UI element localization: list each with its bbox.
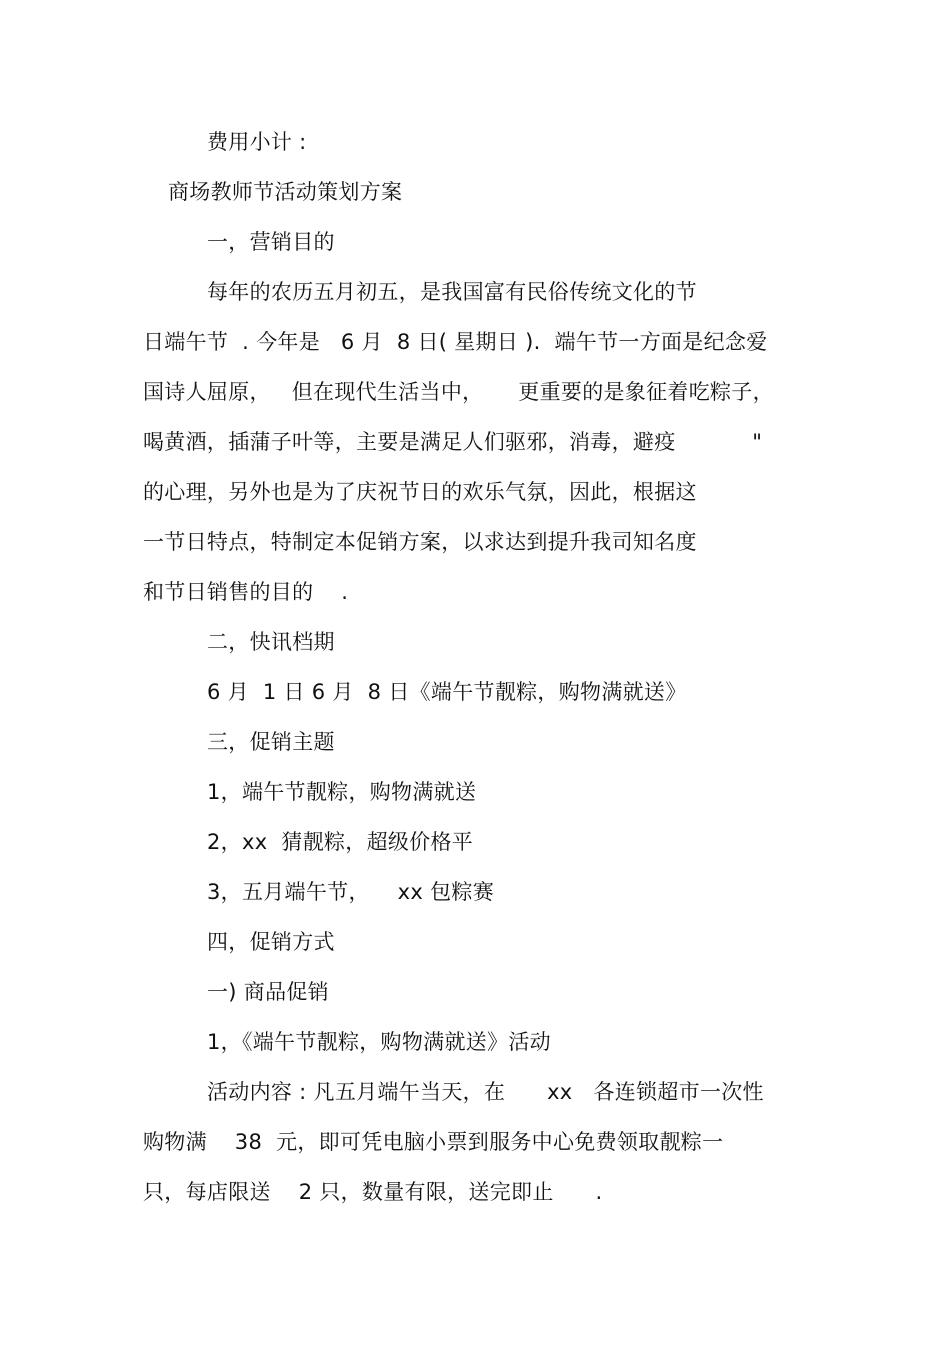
paragraph-line: 喝黄酒，插蒲子叶等，主要是满足人们驱邪，消毒，避疫 " xyxy=(143,430,763,454)
paragraph-line: 活动内容 : 凡五月端午当天，在 xx 各连锁超市一次性 xyxy=(207,1080,764,1104)
section-heading-promo-method: 四，促销方式 xyxy=(207,930,335,954)
paragraph-line: 日端午节 . 今年是 6 月 8 日( 星期日 ). 端午节一方面是纪念爱 xyxy=(143,330,768,354)
paragraph-line: 一节日特点，特制定本促销方案，以求达到提升我司知名度 xyxy=(143,530,697,554)
theme-item: 2，xx 猜靓粽，超级价格平 xyxy=(207,830,474,854)
section-heading-promo-theme: 三，促销主题 xyxy=(207,730,335,754)
subsection-heading-product-promo: 一) 商品促销 xyxy=(207,980,329,1004)
paragraph-line: 只，每店限送 2 只，数量有限，送完即止 . xyxy=(143,1180,603,1204)
promo-period-text: 6 月 1 日 6 月 8 日《端午节靓粽，购物满就送》 xyxy=(207,680,687,704)
paragraph-line: 的心理，另外也是为了庆祝节日的欢乐气氛，因此，根据这 xyxy=(143,480,697,504)
paragraph-line: 每年的农历五月初五，是我国富有民俗传统文化的节 xyxy=(207,280,697,304)
paragraph-line: 购物满 38 元，即可凭电脑小票到服务中心免费领取靓粽一 xyxy=(143,1130,724,1154)
document-title: 商场教师节活动策划方案 xyxy=(168,180,403,204)
theme-item: 3，五月端午节， xx 包粽赛 xyxy=(207,880,494,904)
theme-item: 1，端午节靓粽，购物满就送 xyxy=(207,780,477,804)
section-heading-promo-period: 二，快讯档期 xyxy=(207,630,335,654)
cost-subtotal-line: 费用小计 : xyxy=(207,130,307,154)
section-heading-marketing-goal: 一，营销目的 xyxy=(207,230,335,254)
paragraph-line: 和节日销售的目的 . xyxy=(143,580,349,604)
paragraph-line: 国诗人屈原， 但在现代生活当中， 更重要的是象征着吃粽子， xyxy=(143,380,774,404)
activity-title: 1，《端午节靓粽，购物满就送》活动 xyxy=(207,1030,551,1054)
